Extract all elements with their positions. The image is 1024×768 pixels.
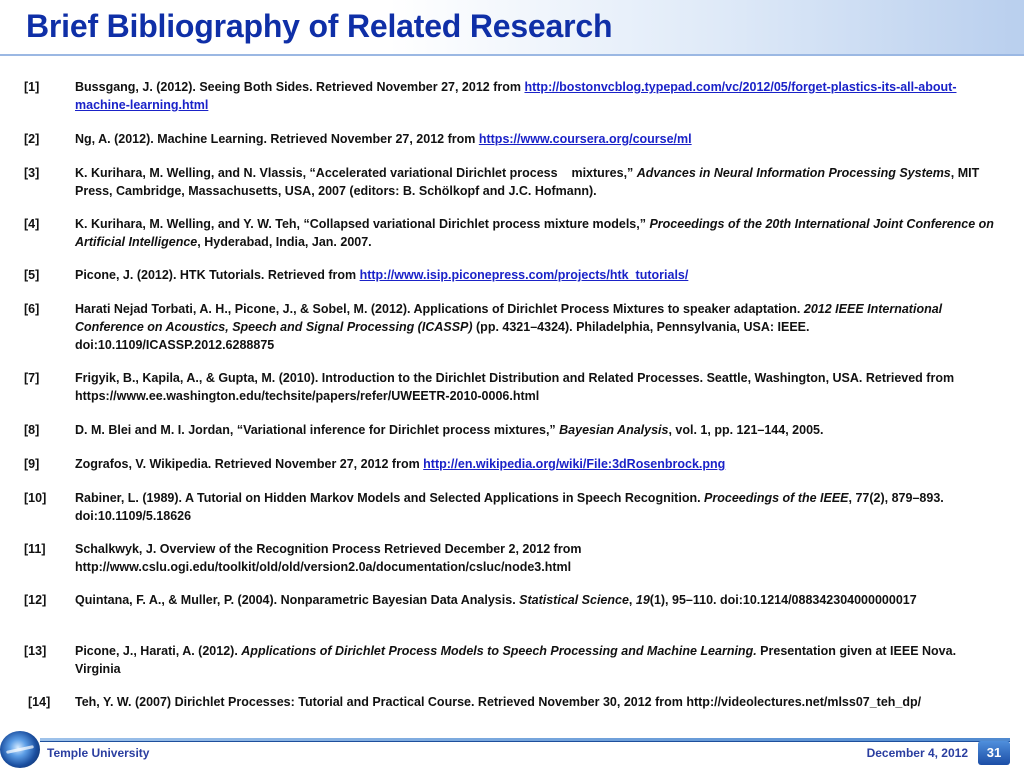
reference-number: [4] bbox=[24, 217, 40, 231]
reference-text bbox=[75, 421, 1005, 439]
reference-segment: D. M. Blei and M. I. Jordan, “Variational inference for Dirichlet process mixtures,” bbox=[75, 423, 560, 437]
reference-text bbox=[75, 540, 1005, 576]
reference-link[interactable]: http://bostonvcblog.typepad.com/vc/2012/05/forget-plastics-its-all-about-machine-learning.html bbox=[75, 80, 957, 112]
university-globe-logo-icon bbox=[0, 731, 40, 768]
reference-number: [9] bbox=[24, 457, 40, 471]
footer-date: December 4, 2012 bbox=[866, 746, 968, 760]
reference-segment: Bussgang, J. (2012). Seeing Both Sides. Retrieved November 27, 2012 from bbox=[75, 80, 525, 94]
reference-number: [3] bbox=[24, 166, 40, 180]
reference-segment: Picone, J. (2012). HTK Tutorials. Retrieved from bbox=[75, 268, 360, 282]
reference-number: [8] bbox=[24, 423, 40, 437]
reference-number: [13] bbox=[24, 644, 47, 658]
reference-segment: , bbox=[628, 593, 636, 607]
reference-text bbox=[75, 693, 1005, 711]
reference-number: [5] bbox=[24, 268, 40, 282]
reference-segment: Schalkwyk, J. Overview of the Recognition Process Retrieved December 2, 2012 from http://www.cslu.ogi.edu/toolkit/old/old/version2.0a/documentation/csluc/node3.html bbox=[75, 542, 585, 574]
reference-number: [14] bbox=[28, 695, 51, 709]
reference-number: [10] bbox=[24, 491, 47, 505]
reference-text bbox=[75, 78, 1005, 114]
reference-number: [12] bbox=[24, 593, 47, 607]
reference-segment: Rabiner, L. (1989). A Tutorial on Hidden Markov Models and Selected Applications in Speech Recognition. bbox=[75, 491, 705, 505]
reference-segment: , Hyderabad, India, Jan. 2007. bbox=[197, 235, 372, 249]
reference-number: [11] bbox=[24, 542, 46, 556]
reference-source-title: 2012 IEEE International Conference on Acoustics, Speech and Signal Processing (ICASSP) bbox=[75, 302, 946, 334]
reference-segment: Zografos, V. Wikipedia. Retrieved November 27, 2012 from bbox=[75, 457, 424, 471]
reference-text bbox=[75, 266, 1005, 284]
reference-segment: , MIT Press, Cambridge, Massachusetts, USA, 2007 (editors: B. Schölkopf and J.C. Hofmann). bbox=[75, 166, 983, 198]
reference-number: [6] bbox=[24, 302, 40, 316]
reference-text bbox=[75, 489, 1005, 525]
reference-source-title: Proceedings of the IEEE bbox=[704, 491, 849, 505]
reference-segment: Quintana, F. A., & Muller, P. (2004). Nonparametric Bayesian Data Analysis. bbox=[75, 593, 520, 607]
reference-segment: K. Kurihara, M. Welling, and N. Vlassis, “Accelerated variational Dirichlet process mixtures,” bbox=[75, 166, 637, 180]
reference-source-title: Applications of Dirichlet Process Models to Speech Processing and Machine Learning. bbox=[241, 644, 757, 658]
reference-segment: Teh, Y. W. (2007) Dirichlet Processes: Tutorial and Practical Course. Retrieved November 30, 2012 from http://videolectures.net/mlss07_teh_dp/ bbox=[75, 695, 922, 709]
reference-source-title: 19 bbox=[635, 593, 650, 607]
reference-segment: Picone, J., Harati, A. (2012). bbox=[75, 644, 242, 658]
reference-segment: Ng, A. (2012). Machine Learning. Retrieved November 27, 2012 from bbox=[75, 132, 479, 146]
reference-number: [1] bbox=[24, 80, 40, 94]
title-bar bbox=[0, 0, 1024, 56]
reference-source-title: Bayesian Analysis bbox=[559, 423, 669, 437]
reference-text bbox=[75, 642, 1005, 678]
reference-segment: Harati Nejad Torbati, A. H., Picone, J., & Sobel, M. (2012). Applications of Dirichlet Process Mixtures to speaker adaptation. bbox=[75, 302, 804, 316]
reference-source-title: Advances in Neural Information Processing Systems bbox=[636, 166, 951, 180]
reference-number: [2] bbox=[24, 132, 40, 146]
reference-source-title: Proceedings of the 20th International Joint Conference on Artificial Intelligence bbox=[75, 217, 997, 249]
reference-segment: , 77(2), 879–893. doi:10.1109/5.18626 bbox=[75, 491, 948, 523]
slide-title: Brief Bibliography of Related Research bbox=[26, 8, 613, 44]
reference-segment: K. Kurihara, M. Welling, and Y. W. Teh, “Collapsed variational Dirichlet process mixture models,” bbox=[75, 217, 650, 231]
footer-institution: Temple University bbox=[47, 746, 150, 760]
reference-text bbox=[75, 215, 1005, 251]
reference-text bbox=[75, 164, 1005, 200]
reference-link[interactable]: http://www.isip.piconepress.com/projects/htk_tutorials/ bbox=[359, 268, 689, 282]
reference-segment: (1), 95–110. doi:10.1214/088342304000000017 bbox=[649, 593, 917, 607]
reference-segment: Presentation given at IEEE Nova. Virginia bbox=[75, 644, 960, 676]
reference-source-title: Statistical Science bbox=[519, 593, 629, 607]
reference-segment: Frigyik, B., Kapila, A., & Gupta, M. (2010). Introduction to the Dirichlet Distribution and Related Processes. Seattle, Washington, USA. Retrieved from https://www.ee.washington.edu/techsite/papers/refer/UWEETR-2010-0006.html bbox=[75, 371, 958, 403]
reference-text bbox=[75, 369, 1005, 405]
reference-segment: (pp. 4321–4324). Philadelphia, Pennsylvania, USA: IEEE. doi:10.1109/ICASSP.2012.6288875 bbox=[75, 320, 813, 352]
reference-segment: , vol. 1, pp. 121–144, 2005. bbox=[668, 423, 824, 437]
reference-text bbox=[75, 300, 1005, 354]
page-number-badge: 31 bbox=[978, 741, 1010, 765]
reference-text bbox=[75, 455, 1005, 473]
footer-divider-line bbox=[40, 741, 1010, 742]
reference-text bbox=[75, 591, 1005, 609]
reference-text bbox=[75, 130, 1005, 148]
reference-number: [7] bbox=[24, 371, 40, 385]
reference-link[interactable]: http://en.wikipedia.org/wiki/File:3dRosenbrock.png bbox=[423, 457, 726, 471]
reference-link[interactable]: https://www.coursera.org/course/ml bbox=[478, 132, 692, 146]
